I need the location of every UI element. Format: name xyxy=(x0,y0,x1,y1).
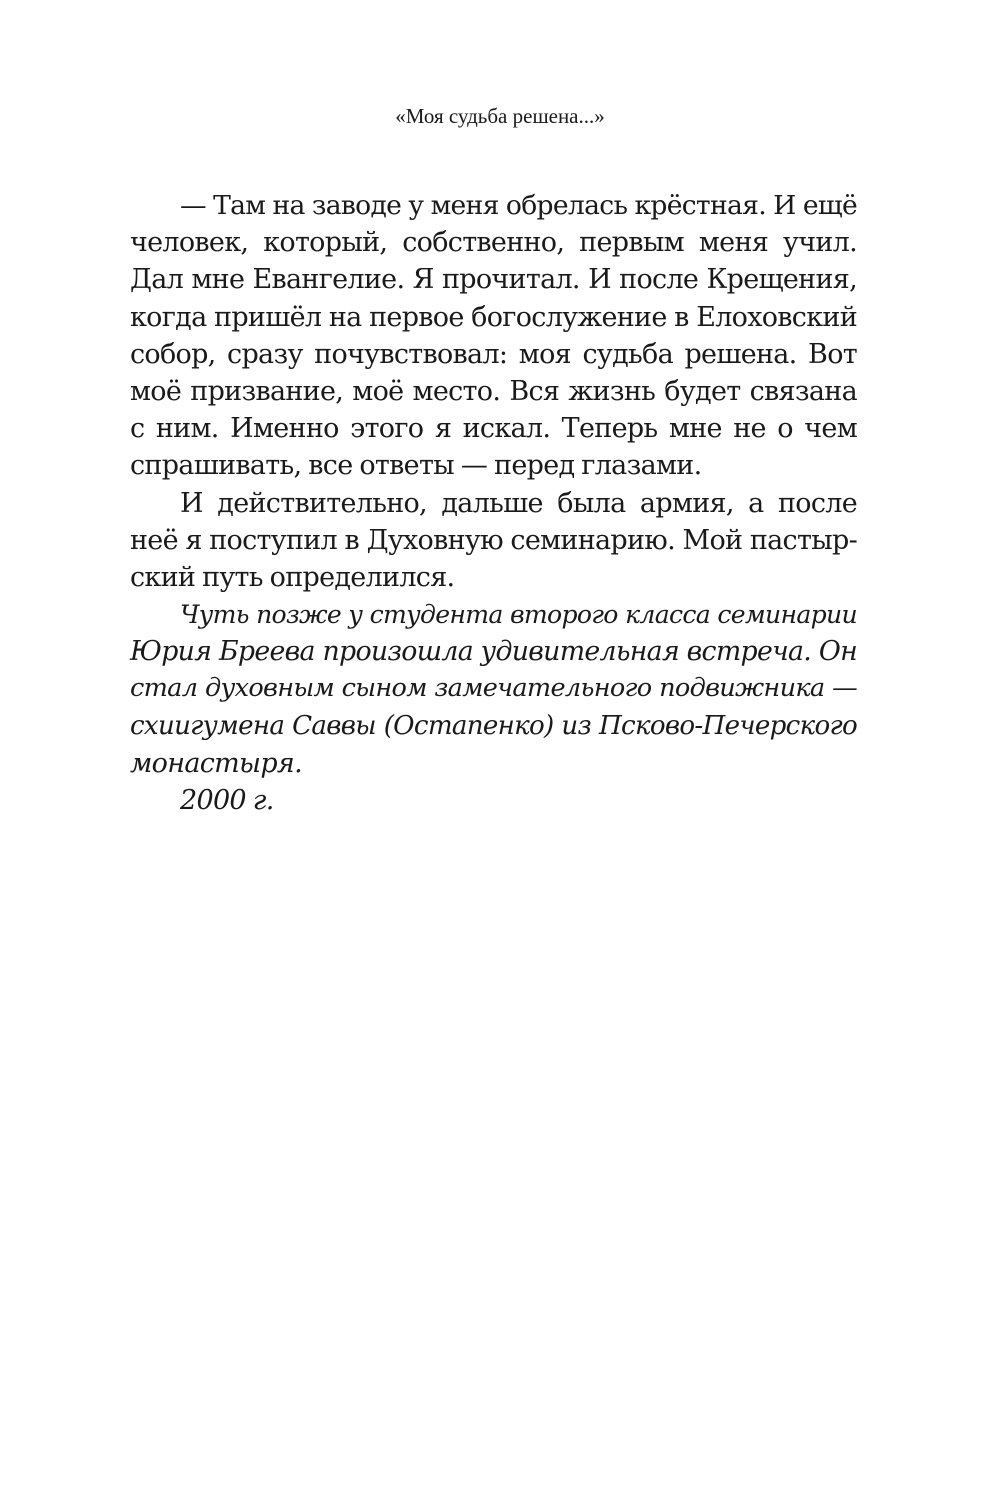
text-line: И действительно, дальше была армия, а после xyxy=(180,487,857,519)
page-body xyxy=(130,187,857,819)
text-line: стал духовным сыном замечательного подвижника — xyxy=(130,673,857,704)
text-line: моё призвание, моё место. Вся жизнь будет связана xyxy=(130,375,857,407)
text-line: Юрия Бреева произошла удивительная встреча. Он xyxy=(130,636,857,668)
text-line: Дал мне Евангелие. Я прочитал. И после Крещения, xyxy=(130,264,857,296)
paragraph-date xyxy=(130,782,857,819)
running-head: «Моя судьба решена...» xyxy=(395,104,605,128)
paragraph-narration xyxy=(130,485,857,597)
text-line: схиигумена Саввы (Остапенко) из Псково-Печерского xyxy=(130,710,857,741)
date-line: 2000 г. xyxy=(180,785,274,816)
text-line: когда пришёл на первое богослужение в Елоховский xyxy=(130,301,857,333)
text-line: собор, сразу почувствовал: моя судьба решена. Вот xyxy=(130,338,857,370)
text-line: спрашивать, все ответы — перед глазами. xyxy=(130,450,702,482)
text-line: ский путь определился. xyxy=(130,561,455,593)
text-line: неё я поступил в Духовную семинарию. Мой пастыр- xyxy=(130,524,857,556)
text-line: с ним. Именно этого я искал. Теперь мне не о чем xyxy=(130,413,857,445)
text-line: Чуть позже у студента второго класса семинарии xyxy=(180,600,857,630)
paragraph-italic-note xyxy=(130,596,857,782)
text-line: — Там на заводе у меня обрелась крёстная. И ещё xyxy=(180,190,857,221)
text-line: человек, который, собственно, первым меня учил. xyxy=(130,227,857,259)
paragraph-dialogue xyxy=(130,187,857,485)
text-line: монастыря. xyxy=(130,747,302,779)
